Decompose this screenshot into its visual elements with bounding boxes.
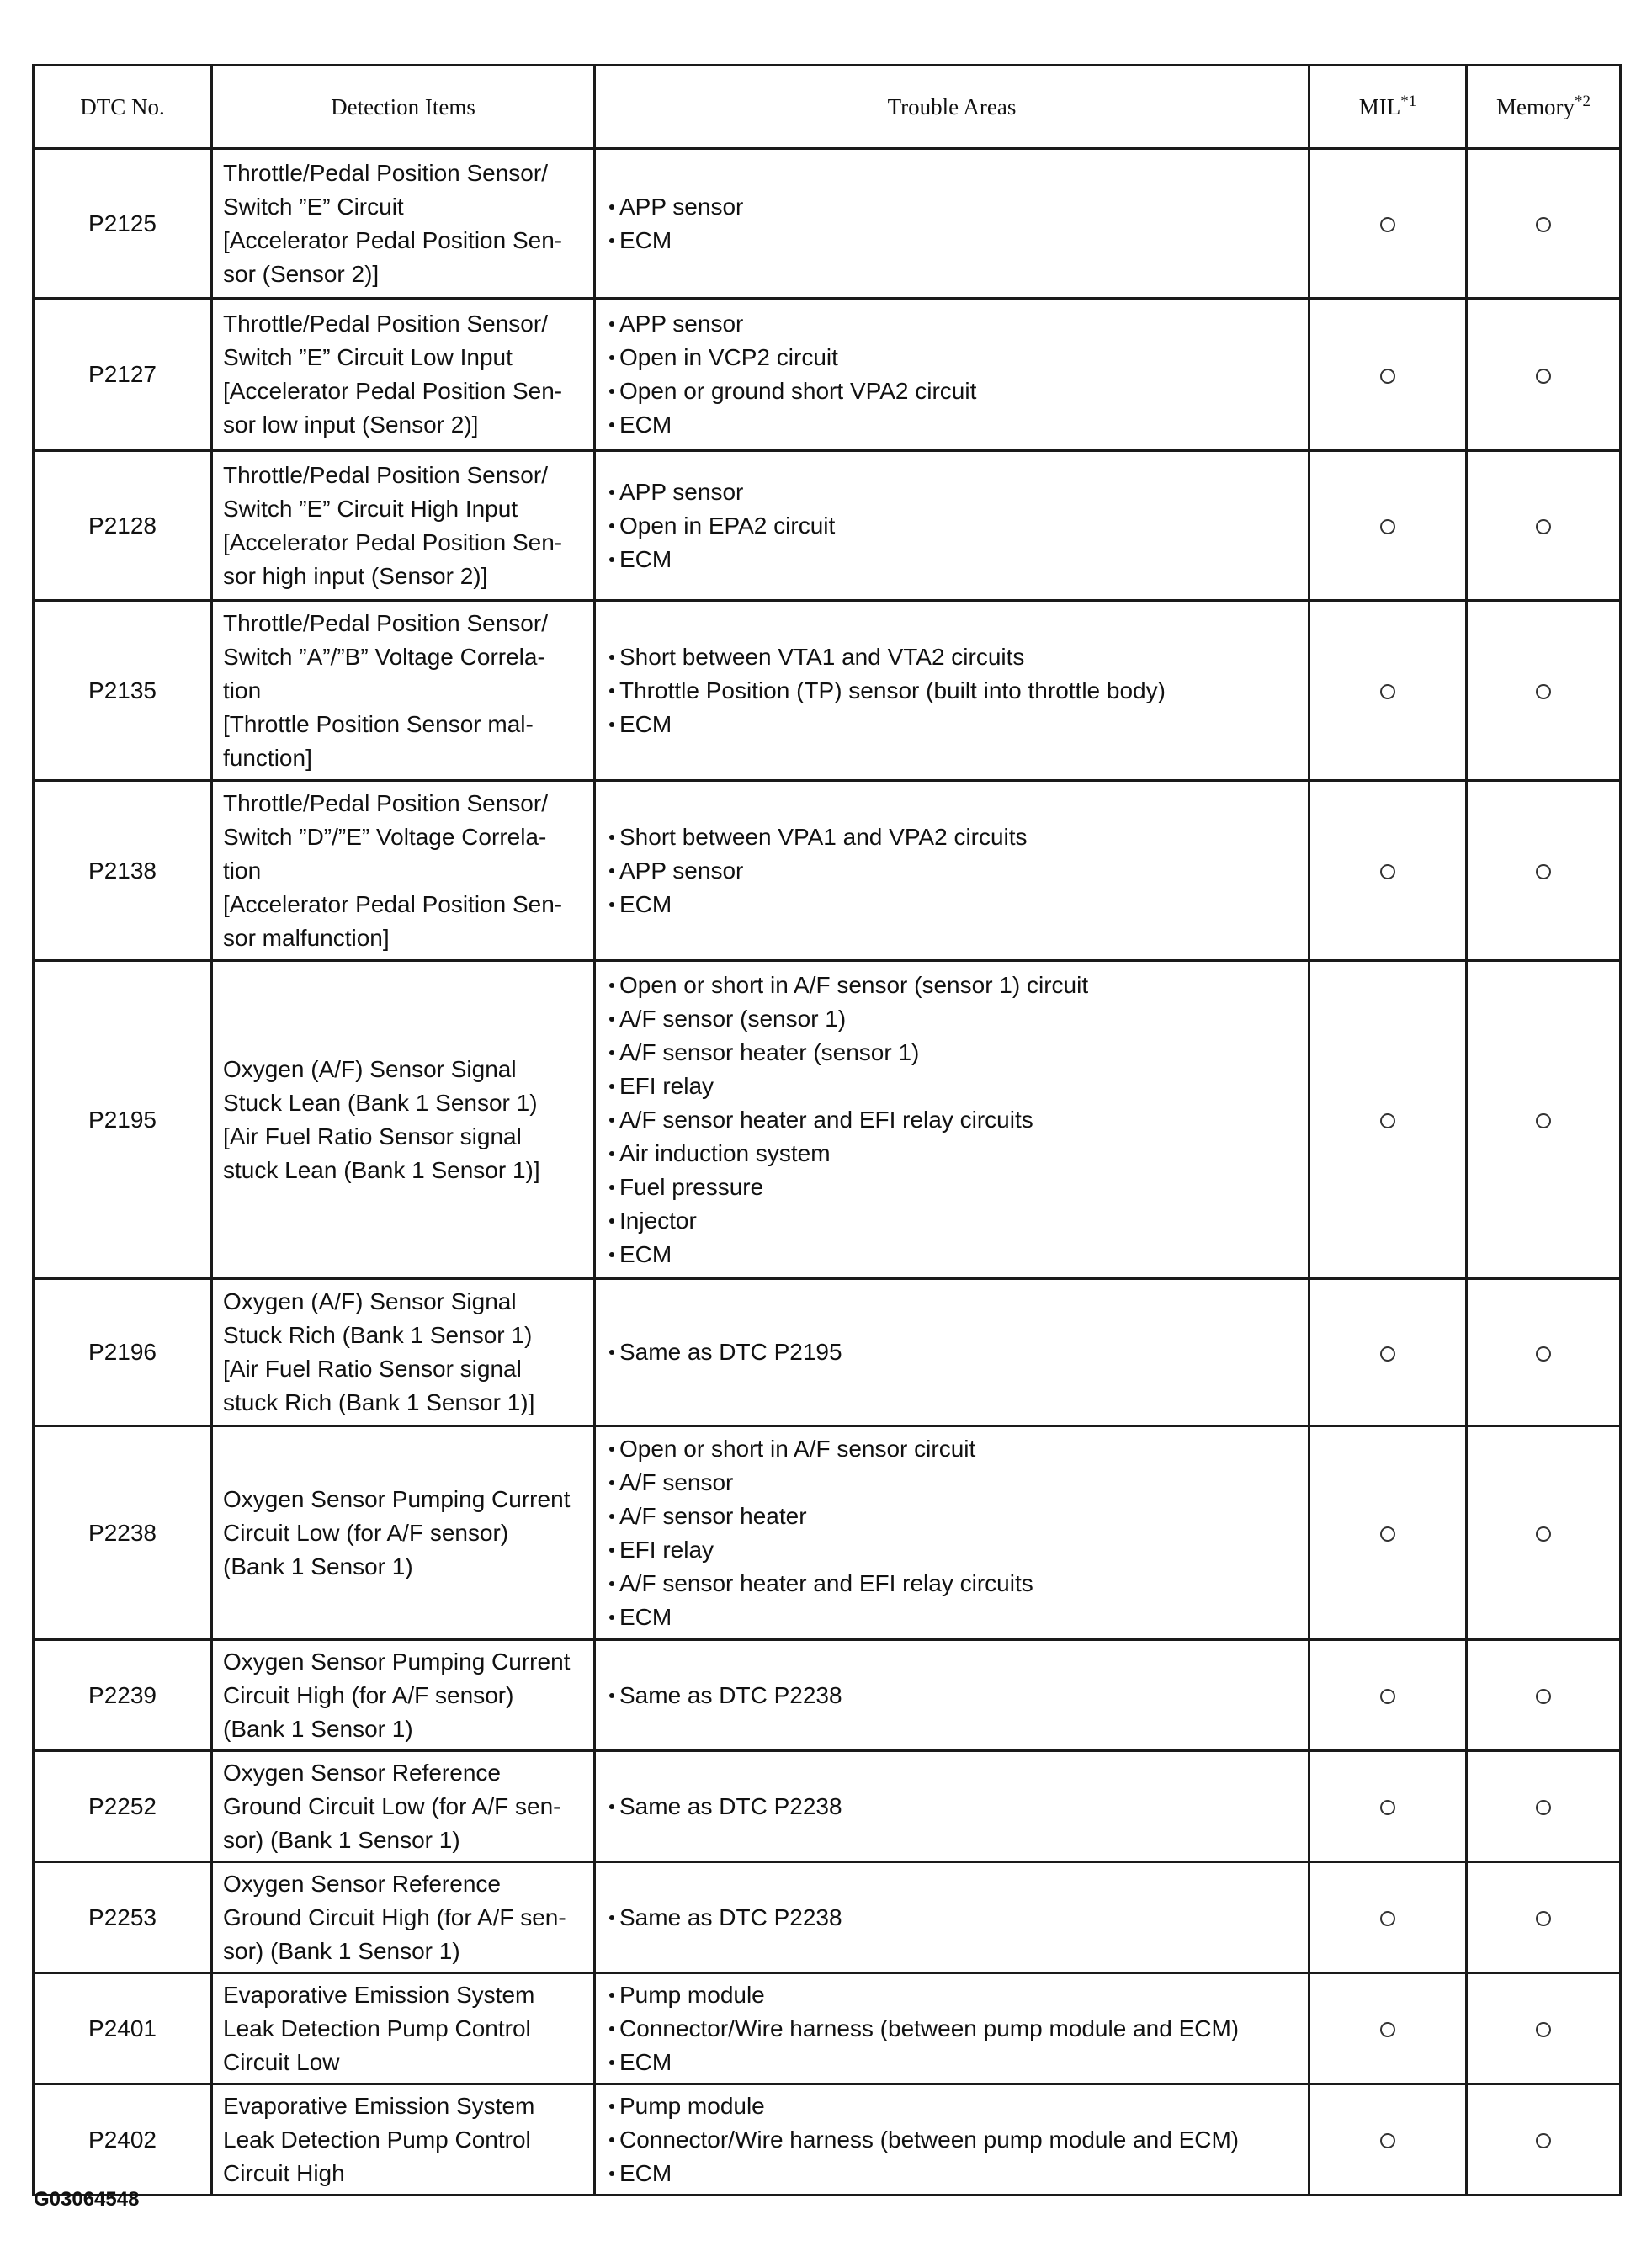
memory-cell [1467, 601, 1621, 781]
trouble-area-item: ECM [619, 1238, 1299, 1272]
trouble-area-item: APP sensor [619, 475, 1299, 509]
detection-line: sor high input (Sensor 2)] [223, 562, 488, 589]
detection-line: [Throttle Position Sensor mal- [223, 710, 534, 737]
detection-line: [Air Fuel Ratio Sensor signal [223, 1123, 522, 1149]
trouble-area-item: A/F sensor heater (sensor 1) [619, 1036, 1299, 1070]
dtc-code: P2135 [34, 601, 212, 781]
mil-circle-icon [1380, 684, 1395, 699]
header-dtc-no: DTC No. [34, 66, 212, 149]
trouble-area-item: Same as DTC P2238 [619, 1901, 1299, 1935]
dtc-code: P2239 [34, 1640, 212, 1751]
mil-circle-icon [1380, 217, 1395, 232]
detection-item [212, 961, 595, 1279]
mil-cell [1309, 781, 1467, 961]
trouble-area-item: ECM [619, 708, 1299, 741]
trouble-area-item: Same as DTC P2195 [619, 1335, 1299, 1369]
trouble-areas [595, 299, 1309, 451]
trouble-area-item: ECM [619, 2046, 1299, 2079]
detection-line: Switch ”D”/”E” Voltage Correla- [223, 823, 547, 850]
detection-item [212, 601, 595, 781]
detection-line: Switch ”E” Circuit High Input [223, 495, 518, 522]
mil-cell [1309, 1426, 1467, 1640]
mil-cell [1309, 1640, 1467, 1751]
trouble-areas [595, 1862, 1309, 1973]
table-row [34, 1426, 1621, 1640]
memory-circle-icon [1536, 217, 1551, 232]
dtc-code: P2253 [34, 1862, 212, 1973]
mil-circle-icon [1380, 369, 1395, 384]
trouble-area-item: ECM [619, 888, 1299, 921]
detection-line: sor low input (Sensor 2)] [223, 411, 479, 438]
trouble-area-item: Open or short in A/F sensor circuit [619, 1432, 1299, 1466]
dtc-code: P2128 [34, 451, 212, 601]
trouble-area-item: A/F sensor (sensor 1) [619, 1002, 1299, 1036]
detection-line: [Accelerator Pedal Position Sen- [223, 890, 563, 917]
dtc-code: P2401 [34, 1973, 212, 2084]
dtc-code: P2196 [34, 1279, 212, 1426]
trouble-area-item: APP sensor [619, 190, 1299, 224]
detection-line: Switch ”A”/”B” Voltage Correla- [223, 643, 545, 670]
trouble-area-item: ECM [619, 224, 1299, 257]
trouble-area-item: EFI relay [619, 1533, 1299, 1567]
trouble-areas [595, 2084, 1309, 2195]
trouble-area-item: A/F sensor [619, 1466, 1299, 1500]
trouble-areas [595, 781, 1309, 961]
table-row [34, 149, 1621, 299]
detection-line: Circuit High (for A/F sensor) [223, 1681, 514, 1708]
header-mil: MIL$^{*1}$ [1309, 66, 1467, 149]
memory-circle-icon [1536, 1526, 1551, 1542]
dtc-code: P2195 [34, 961, 212, 1279]
trouble-area-item: Same as DTC P2238 [619, 1790, 1299, 1824]
trouble-area-item: A/F sensor heater and EFI relay circuits [619, 1103, 1299, 1137]
detection-line: Oxygen (A/F) Sensor Signal [223, 1288, 517, 1314]
trouble-area-item: ECM [619, 543, 1299, 576]
table-row [34, 2084, 1621, 2195]
dtc-code: P2402 [34, 2084, 212, 2195]
mil-cell [1309, 961, 1467, 1279]
memory-cell [1467, 1640, 1621, 1751]
trouble-area-item: Pump module [619, 1978, 1299, 2012]
detection-line: [Accelerator Pedal Position Sen- [223, 528, 563, 555]
detection-line: sor malfunction] [223, 924, 390, 951]
trouble-area-item: Pump module [619, 2089, 1299, 2123]
detection-item [212, 299, 595, 451]
trouble-areas [595, 1640, 1309, 1751]
mil-circle-icon [1380, 1113, 1395, 1128]
trouble-area-item: A/F sensor heater [619, 1500, 1299, 1533]
mil-circle-icon [1380, 1800, 1395, 1815]
trouble-area-item: Connector/Wire harness (between pump module and ECM) [619, 2012, 1299, 2046]
detection-item [212, 1751, 595, 1862]
dtc-code: P2127 [34, 299, 212, 451]
memory-cell [1467, 961, 1621, 1279]
detection-item [212, 781, 595, 961]
trouble-areas [595, 601, 1309, 781]
memory-circle-icon [1536, 2022, 1551, 2037]
memory-footnote-marker: *2 [1574, 92, 1591, 110]
mil-circle-icon [1380, 1526, 1395, 1542]
trouble-area-item: Air induction system [619, 1137, 1299, 1171]
detection-item [212, 1279, 595, 1426]
trouble-area-item: Open in VCP2 circuit [619, 341, 1299, 374]
header-memory: Memory$^{*2}$ [1467, 66, 1621, 149]
memory-circle-icon [1536, 519, 1551, 534]
trouble-areas [595, 961, 1309, 1279]
detection-line: Oxygen Sensor Reference [223, 1870, 501, 1897]
detection-line: Evaporative Emission System [223, 2092, 535, 2119]
detection-line: [Accelerator Pedal Position Sen- [223, 378, 563, 404]
mil-cell [1309, 1279, 1467, 1426]
mil-cell [1309, 1973, 1467, 2084]
memory-cell [1467, 1751, 1621, 1862]
detection-line: stuck Lean (Bank 1 Sensor 1)] [223, 1156, 540, 1183]
trouble-area-item: Open in EPA2 circuit [619, 509, 1299, 543]
detection-line: Throttle/Pedal Position Sensor/ [223, 461, 548, 488]
detection-line: Circuit High [223, 2159, 345, 2186]
trouble-areas [595, 1751, 1309, 1862]
memory-cell [1467, 1279, 1621, 1426]
memory-cell [1467, 451, 1621, 601]
detection-item [212, 451, 595, 601]
trouble-area-item: Injector [619, 1204, 1299, 1238]
table-row [34, 961, 1621, 1279]
detection-line: sor) (Bank 1 Sensor 1) [223, 1937, 460, 1964]
trouble-area-item: Same as DTC P2238 [619, 1679, 1299, 1712]
dtc-code: P2252 [34, 1751, 212, 1862]
detection-line: Switch ”E” Circuit [223, 193, 404, 220]
trouble-area-item: ECM [619, 2157, 1299, 2190]
detection-line: stuck Rich (Bank 1 Sensor 1)] [223, 1389, 535, 1415]
table-row [34, 1751, 1621, 1862]
dtc-code: P2125 [34, 149, 212, 299]
trouble-area-item: APP sensor [619, 854, 1299, 888]
trouble-areas [595, 149, 1309, 299]
detection-line: Oxygen Sensor Pumping Current [223, 1648, 571, 1675]
memory-cell [1467, 149, 1621, 299]
dtc-code: P2238 [34, 1426, 212, 1640]
table-row [34, 1279, 1621, 1426]
detection-line: function] [223, 744, 312, 771]
detection-line: (Bank 1 Sensor 1) [223, 1715, 413, 1742]
dtc-table [32, 64, 1622, 2196]
memory-circle-icon [1536, 1346, 1551, 1362]
detection-line: Oxygen Sensor Pumping Current [223, 1485, 571, 1512]
trouble-area-item: Fuel pressure [619, 1171, 1299, 1204]
detection-line: Switch ”E” Circuit Low Input [223, 344, 513, 370]
table-row [34, 451, 1621, 601]
detection-line: Leak Detection Pump Control [223, 2015, 531, 2041]
trouble-area-item: EFI relay [619, 1070, 1299, 1103]
memory-cell [1467, 2084, 1621, 2195]
memory-cell [1467, 781, 1621, 961]
detection-line: Throttle/Pedal Position Sensor/ [223, 609, 548, 636]
mil-cell [1309, 1862, 1467, 1973]
document-id: G03064548 [34, 2188, 140, 2211]
memory-circle-icon [1536, 684, 1551, 699]
detection-item [212, 1640, 595, 1751]
detection-line: tion [223, 677, 262, 703]
memory-circle-icon [1536, 1113, 1551, 1128]
header-trouble-areas: Trouble Areas [595, 66, 1309, 149]
memory-circle-icon [1536, 1800, 1551, 1815]
mil-cell [1309, 299, 1467, 451]
detection-item [212, 1973, 595, 2084]
table-row [34, 601, 1621, 781]
detection-item [212, 1426, 595, 1640]
detection-item [212, 2084, 595, 2195]
memory-cell [1467, 1973, 1621, 2084]
mil-footnote-marker: *1 [1400, 92, 1417, 110]
detection-line: (Bank 1 Sensor 1) [223, 1553, 413, 1579]
detection-line: Oxygen Sensor Reference [223, 1759, 501, 1786]
detection-line: [Air Fuel Ratio Sensor signal [223, 1356, 522, 1382]
detection-line: sor) (Bank 1 Sensor 1) [223, 1826, 460, 1853]
trouble-area-item: APP sensor [619, 307, 1299, 341]
detection-line: Circuit Low (for A/F sensor) [223, 1519, 509, 1546]
header-row [34, 66, 1621, 149]
memory-cell [1467, 299, 1621, 451]
table-row [34, 299, 1621, 451]
trouble-areas [595, 1279, 1309, 1426]
mil-cell [1309, 2084, 1467, 2195]
mil-cell [1309, 1751, 1467, 1862]
detection-line: Leak Detection Pump Control [223, 2126, 531, 2153]
detection-line: Circuit Low [223, 2048, 340, 2075]
trouble-area-item: ECM [619, 408, 1299, 442]
detection-line: Ground Circuit Low (for A/F sen- [223, 1792, 561, 1819]
memory-circle-icon [1536, 1911, 1551, 1926]
detection-item [212, 1862, 595, 1973]
trouble-area-item: Connector/Wire harness (between pump module and ECM) [619, 2123, 1299, 2157]
detection-line: [Accelerator Pedal Position Sen- [223, 226, 563, 253]
detection-line: Ground Circuit High (for A/F sen- [223, 1903, 566, 1930]
memory-circle-icon [1536, 369, 1551, 384]
detection-line: tion [223, 857, 262, 884]
trouble-area-item: ECM [619, 1601, 1299, 1634]
header-detection-items: Detection Items [212, 66, 595, 149]
table-row [34, 1862, 1621, 1973]
trouble-areas [595, 1426, 1309, 1640]
detection-line: Stuck Lean (Bank 1 Sensor 1) [223, 1089, 538, 1116]
table-row [34, 1640, 1621, 1751]
mil-cell [1309, 601, 1467, 781]
trouble-area-item: Throttle Position (TP) sensor (built into throttle body) [619, 674, 1299, 708]
memory-circle-icon [1536, 2133, 1551, 2148]
detection-line: Stuck Rich (Bank 1 Sensor 1) [223, 1322, 533, 1348]
detection-line: Throttle/Pedal Position Sensor/ [223, 789, 548, 816]
trouble-areas [595, 1973, 1309, 2084]
memory-circle-icon [1536, 864, 1551, 879]
detection-line: Throttle/Pedal Position Sensor/ [223, 159, 548, 186]
mil-circle-icon [1380, 519, 1395, 534]
mil-cell [1309, 149, 1467, 299]
dtc-code: P2138 [34, 781, 212, 961]
mil-circle-icon [1380, 1346, 1395, 1362]
detection-line: Oxygen (A/F) Sensor Signal [223, 1055, 517, 1082]
memory-cell [1467, 1862, 1621, 1973]
table-row [34, 1973, 1621, 2084]
table-row [34, 781, 1621, 961]
trouble-area-item: Open or ground short VPA2 circuit [619, 374, 1299, 408]
mil-circle-icon [1380, 2133, 1395, 2148]
mil-circle-icon [1380, 1911, 1395, 1926]
trouble-area-item: Short between VTA1 and VTA2 circuits [619, 640, 1299, 674]
detection-line: Evaporative Emission System [223, 1981, 535, 2008]
trouble-area-item: Open or short in A/F sensor (sensor 1) circuit [619, 969, 1299, 1002]
memory-circle-icon [1536, 1689, 1551, 1704]
detection-line: sor (Sensor 2)] [223, 260, 380, 287]
mil-cell [1309, 451, 1467, 601]
memory-cell [1467, 1426, 1621, 1640]
detection-line: Throttle/Pedal Position Sensor/ [223, 311, 548, 337]
detection-item [212, 149, 595, 299]
trouble-area-item: A/F sensor heater and EFI relay circuits [619, 1567, 1299, 1601]
mil-circle-icon [1380, 1689, 1395, 1704]
mil-circle-icon [1380, 2022, 1395, 2037]
trouble-areas [595, 451, 1309, 601]
trouble-area-item: Short between VPA1 and VPA2 circuits [619, 820, 1299, 854]
mil-circle-icon [1380, 864, 1395, 879]
